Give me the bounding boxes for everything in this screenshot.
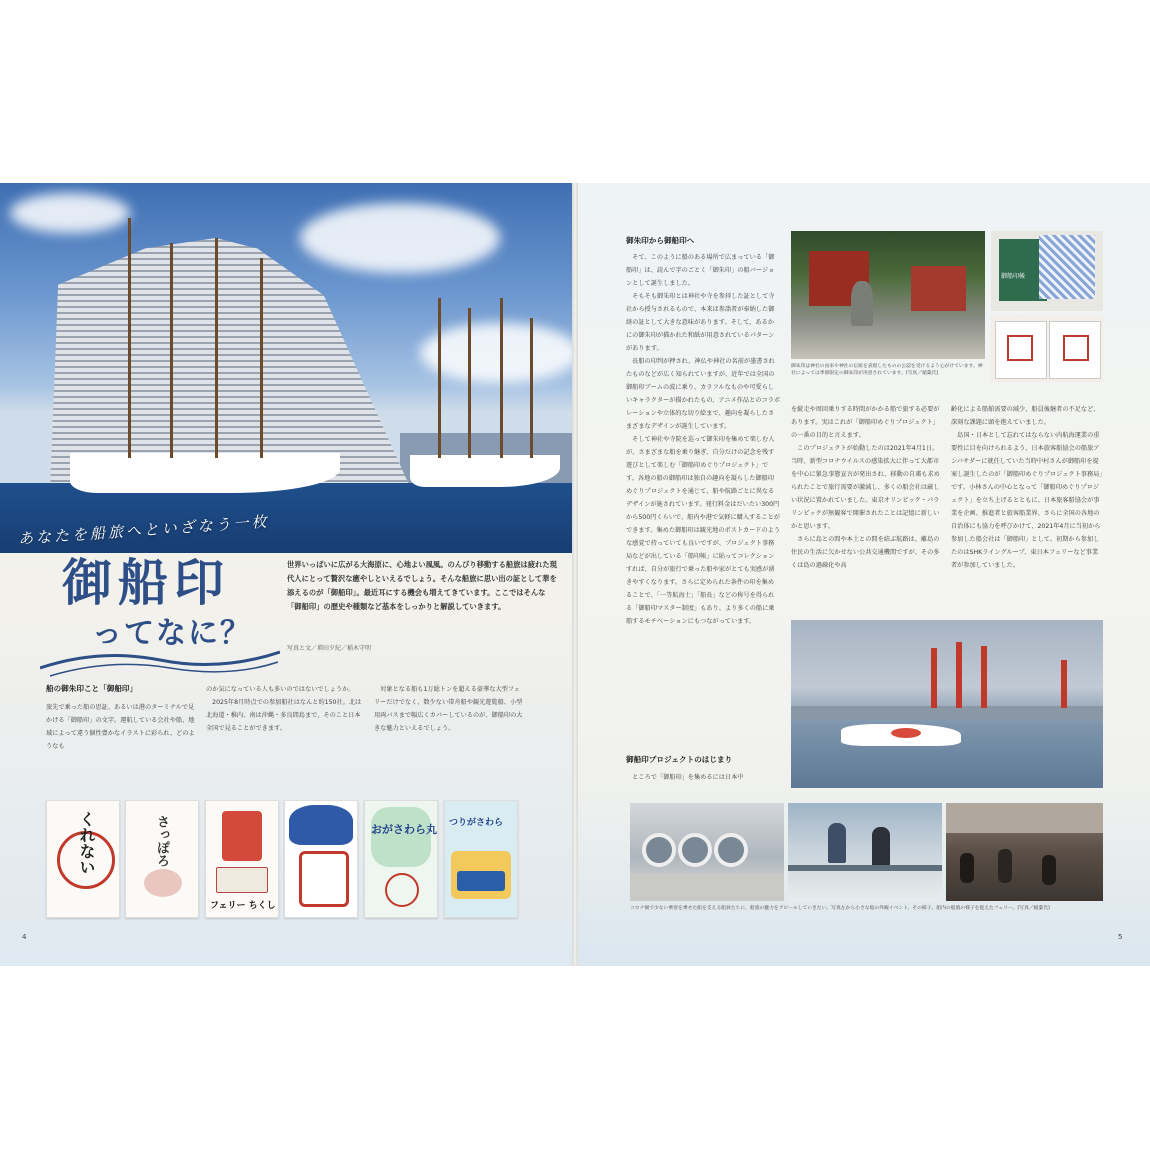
body-column-1: 旅先で乗った船の思証、あるいは港のターミナルで見かける「御船印」の文字。運航している会社や船、地域によって違う個性豊かなイラストに彩られ、どのようなも (46, 704, 195, 750)
credit-line: 写真と文／増田夕紀／稲木守明 (287, 645, 372, 652)
magazine-spread (0, 183, 1150, 966)
photo-ferry-lobby-crowd (946, 803, 1103, 901)
right-page (578, 183, 1150, 966)
section-heading-2: 御朱印から御船印へ (626, 236, 695, 245)
sailing-ship-2 (410, 455, 560, 487)
stamp-card-2: さっぽろ (125, 800, 199, 918)
photo-harbor-ferry (791, 620, 1103, 788)
stamp-card-5: おがさわら丸 (364, 800, 438, 918)
photo-shrine (791, 231, 985, 359)
section-heading-3: 御船印プロジェクトのはじまり (626, 755, 733, 764)
stamp-card-4 (284, 800, 358, 918)
left-page (0, 183, 572, 966)
title-wave-decoration (40, 638, 280, 678)
sailing-ship-1 (70, 453, 340, 493)
stamp-card-6: つりがさわら (444, 800, 518, 918)
tagline: あなたを船旅へといざなう一枚 (17, 512, 271, 548)
lead-paragraph: 世界いっぱいに広がる大海原に、心地よい風風。のんびり移動する船旅は疲れた現代人にとって贅沢な癒やしといえるでしょう。そんな船旅に思い出の証として華を添えるのが「御船印」。最近耳にする機会も増えてきています。ここではそんな「御船印」の歴史や種類など基本をしっかりと解説していきます。 (287, 560, 557, 611)
page-number-right: 5 (1118, 933, 1123, 941)
body-column-a-tail: ところで「御船印」を集めるには日本中 (626, 774, 744, 781)
bottom-photos-caption: コロナ禍で少ない乗客を乗せた船を支える船員たちに、船旅の魅力をアピールしていきたい。写真左から小さな船の外観イベント、その様子。船内の船旅の様子を捉えたフェリー。(写真／稲葉氏) (630, 906, 1050, 911)
page-number-left: 4 (22, 933, 27, 941)
stamp-card-1: くれない (46, 800, 120, 918)
body-column-3: 対象となる船も1万総トンを超える豪華な大型フェリーだけでなく、数少ない帯舟船や観光遊覧船、小型用両バスまで幅広くカバーしているのが、御船印の大きな魅力といえるでしょう。 (374, 686, 523, 732)
shrine-caption: 御朱印は神社の由来や神社の伝統を表現したものの公認を受けるよう心がけています。神社によっては季節限定の御朱印が用意されています。(写真／稲葉氏) (791, 364, 983, 376)
photo-goshuin-pages (991, 315, 1103, 382)
hero-photo-tall-ships (0, 183, 572, 553)
title-line-1: 御船印 (62, 553, 230, 612)
photo-deck-passengers (788, 803, 942, 901)
title-line-2: ってなに？ (92, 616, 252, 651)
photo-ferry-interior (630, 803, 784, 901)
photo-goshuin-books: 御船印帳 (991, 231, 1103, 311)
stamp-card-3: フェリー ちくし (205, 800, 279, 918)
body-column-a: そて、このように船のある場所で広まっている「御船印」は、読んで字のごとく「御朱印」の船バージョンとして誕生しました。 そもそも御朱印とは神社や寺を参拝した証として寺社から授与されるもので、本来は参詣者が奉納した御経の証として大きな意味があります。そして、あるかにの御朱印が描かれた和紙が用意されているパターンがあります。 長船の印判が押され、神仏や神社の名前が墨書されたものなどが広く知られていますが、近年では全国の御船印ブームの波に乗り、カラフルなものや可愛らしいキャラクターが描かれたもの、アニメ作品とのコラボレーションや立体的な切り絵まで、趣向を凝らしたさまざまなデザインが誕生しています。 そして神社や寺院を巡って御朱印を集めて楽しむ人が、さまざまな船を乗り継ぎ、自分だけの記念を残す遊びとして楽しむ「御船印めぐりプロジェクト」です。各地の船の御船印は独自の趣向を凝らした御船印めぐりプロジェクトを通じて、船や航路ごとに異なるデザインが施されています。発行料金はだいたい300円から500円くらいで、船内や港で気軽に購入することができます。集めた御船印は観光地のポストカードのような感覚で持っていても良いですが、プロジェクト事務局などが出している「船印帳」に貼ってコレクションすれば、自分が旅行で乗った船や家がとても実感が湧きやすくなります。さらに定められた条件の印を集めることで、「一等航海士」「船長」などの称号を得られる「御船印マスター制度」もあり、より多くの船に乗船するモチベーションにもつながっています。 (626, 254, 780, 625)
body-column-2: のか気になっている人も多いのではないでしょうか。 2025年8月時点での参加船社はなんと約150社。北は北海道・稚内、南は沖縄・多良間島まで、そのこと日本全国で見ることができます。 (206, 686, 362, 732)
body-column-c: 齢化による船舶需要の減少、船員後継者の不足など、深刻な課題に頭を抱えていました。 島国・日本として忘れてはならない内航海運業の重要性に目を向けられるよう、日本旅客船協会の船旅アンバサダーに就任していた当時中村さんが御船印を提案し誕生したのが「御船印めぐりプロジェクト事務局」です。小林さんの中心となって「御船印めぐりプロジェクト」を立ち上げるとともに、日本旅客船協会が事業を企画、推進者と旅客船業界、さらに全国の各地の自治体にも協力を呼びかけて、2021年4月に当初から参加した船会社は「御船印」として。初期から参加したのはSHKライングループ、東日本フェリーなど事業者が参加していました。 (951, 406, 1103, 569)
body-column-b: を縦走や周回乗りする時間がかかる船で旅する必要があります。実はこれが「御船印めぐりプロジェクト」の一番の目的と言えます。 このプロジェクトが始動したのは2021年4月1日。当時、新型コロナウイルスの感染拡大に伴って大都市を中心に緊急事態宣言が発出され、移動の自粛も求められたことで旅行需要が激減し、多くの船会社は厳しい状況に置かれていました。東京オリンピック・パラリンピックが無観客で開催されたことは記憶に新しいかと思います。 さらに島との間や本土との間を結ぶ航路は、離島の住民の生活に欠かせない公共交通機関ですが、その多くは島の過疎化や高 (791, 406, 940, 569)
section-heading-1: 船の御朱印こと「御船印」 (46, 684, 138, 693)
